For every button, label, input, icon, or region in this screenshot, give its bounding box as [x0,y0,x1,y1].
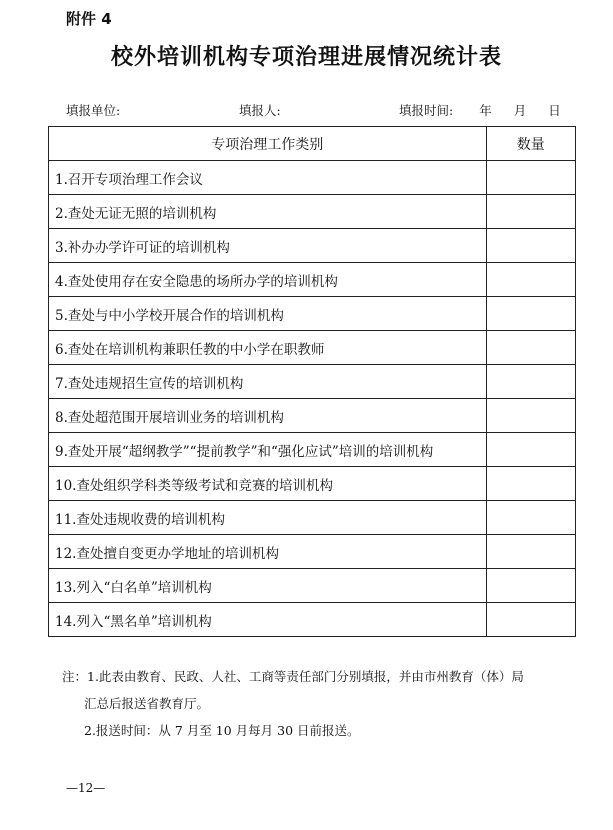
fill-unit-label: 填报单位: [66,103,121,118]
table-row [49,603,576,637]
category-cell: 5.查处与中小学校开展合作的培训机构 [49,297,487,331]
category-cell: 12.查处擅自变更办学地址的培训机构 [49,535,487,569]
quantity-cell[interactable] [486,603,575,637]
table-row [49,399,576,433]
category-cell: 7.查处违规招生宣传的培训机构 [49,365,487,399]
quantity-cell[interactable] [486,195,575,229]
statistics-table [48,126,576,637]
quantity-cell[interactable] [486,569,575,603]
table-row [49,331,576,365]
fill-time-field [399,101,561,119]
note-line-2: 汇总后报送省教育厅。 [84,696,210,711]
quantity-cell[interactable] [486,263,575,297]
table-row [49,263,576,297]
quantity-cell[interactable] [486,331,575,365]
footnotes [62,663,524,744]
table-row [49,569,576,603]
quantity-cell[interactable] [486,399,575,433]
category-cell: 1.召开专项治理工作会议 [49,161,487,195]
quantity-cell[interactable] [486,365,575,399]
fill-person-label: 填报人: [239,103,281,118]
category-cell: 4.查处使用存在安全隐患的场所办学的培训机构 [49,263,487,297]
attachment-label: 附件 4 [66,10,112,28]
category-cell: 6.查处在培训机构兼职任教的中小学在职教师 [49,331,487,365]
quantity-cell[interactable] [486,535,575,569]
table-row [49,467,576,501]
table-row [49,535,576,569]
quantity-cell[interactable] [486,433,575,467]
quantity-cell[interactable] [486,501,575,535]
category-cell: 8.查处超范围开展培训业务的培训机构 [49,399,487,433]
day-label: 日 [548,103,561,118]
quantity-header: 数量 [486,127,575,161]
fill-time-label: 填报时间: [399,103,454,118]
category-cell: 10.查处组织学科类等级考试和竞赛的培训机构 [49,467,487,501]
table-row [49,229,576,263]
month-label: 月 [513,103,527,118]
table-row [49,433,576,467]
category-header: 专项治理工作类别 [49,127,487,161]
quantity-cell[interactable] [486,297,575,331]
category-cell: 14.列入“黑名单”培训机构 [49,603,487,637]
table-row [49,297,576,331]
table-header-row [49,127,576,161]
document-title: 校外培训机构专项治理进展情况统计表 [110,45,502,70]
category-cell: 2.查处无证无照的培训机构 [49,195,487,229]
quantity-cell[interactable] [486,161,575,195]
category-cell: 3.补办办学许可证的培训机构 [49,229,487,263]
table-row [49,501,576,535]
year-label: 年 [479,103,492,118]
page-number: —12— [66,781,106,795]
category-cell: 13.列入“白名单”培训机构 [49,569,487,603]
quantity-cell[interactable] [486,229,575,263]
category-cell: 9.查处开展“超纲教学”“提前教学”和“强化应试”培训的培训机构 [49,433,487,467]
table-row [49,161,576,195]
note-line-1: 注：1.此表由教育、民政、人社、工商等责任部门分别填报，并由市州教育（体）局 [62,669,524,684]
category-cell: 11.查处违规收费的培训机构 [49,501,487,535]
table-row [49,195,576,229]
quantity-cell[interactable] [486,467,575,501]
table-row [49,365,576,399]
note-line-3: 2.报送时间：从 7 月至 10 月每月 30 日前报送。 [84,723,360,738]
